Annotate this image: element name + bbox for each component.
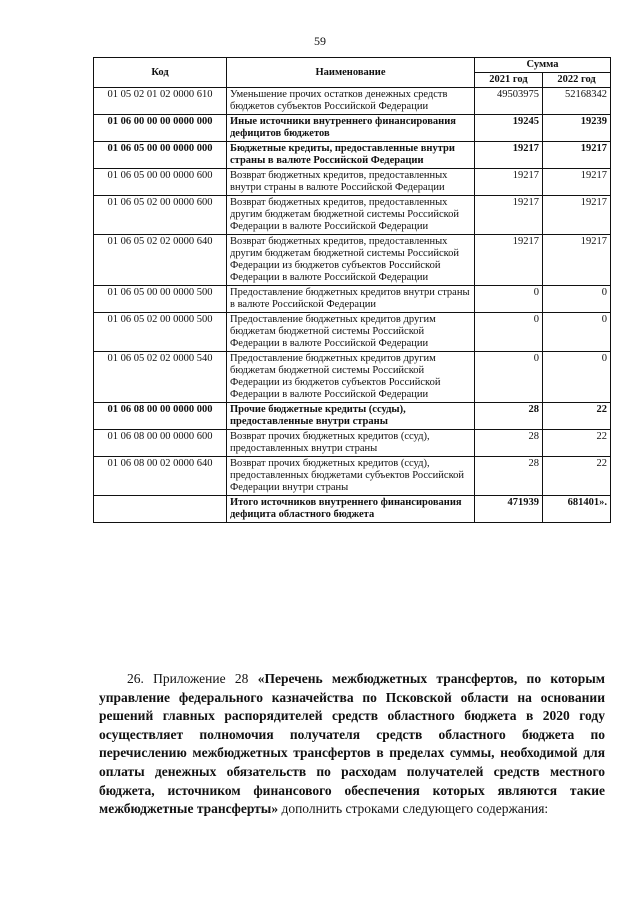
row-sum-2022: 22 [543,403,611,430]
table-row [94,352,611,403]
table-row [94,142,611,169]
row-sum-2022: 19217 [543,196,611,235]
row-sum-2022: 22 [543,457,611,496]
row-name: Иные источники внутреннего финансирования дефицитов бюджетов [227,115,475,142]
table-row [94,196,611,235]
header-name: Наименование [227,58,475,88]
paragraph-prefix: 26. Приложение 28 [127,671,258,686]
row-code [94,496,227,523]
paragraph-title-bold: «Перечень межбюджетных трансфертов, по которым управление федерального казначейства по Псковской области на основании решений главных распорядителей средств областного бюджета в 2020 году осуществляет полномочия получателя средств областного бюджета по перечислению межбюджетных трансфертов в пределах суммы, необходимой для оплаты денежных обязательств по расходам получателей средств местного бюджета, источником финансового обеспечения которых являются такие межбюджетные трансферты» [99,671,605,817]
amendment-paragraph [99,670,605,819]
table-row [94,235,611,286]
row-code: 01 06 05 02 02 0000 540 [94,352,227,403]
row-sum-2022: 19217 [543,169,611,196]
header-year-2022: 2022 год [543,73,611,88]
row-code: 01 06 05 02 02 0000 640 [94,235,227,286]
table-row [94,496,611,523]
row-sum-2021: 19217 [475,169,543,196]
row-code: 01 06 00 00 00 0000 000 [94,115,227,142]
row-sum-2021: 0 [475,352,543,403]
row-name: Возврат бюджетных кредитов, предоставленных внутри страны в валюте Российской Федерации [227,169,475,196]
row-code: 01 05 02 01 02 0000 610 [94,88,227,115]
header-year-2021: 2021 год [475,73,543,88]
row-sum-2021: 471939 [475,496,543,523]
row-name: Уменьшение прочих остатков денежных средств бюджетов субъектов Российской Федерации [227,88,475,115]
header-code: Код [94,58,227,88]
table-row [94,313,611,352]
row-code: 01 06 05 00 00 0000 600 [94,169,227,196]
row-code: 01 06 05 00 00 0000 000 [94,142,227,169]
row-sum-2021: 0 [475,313,543,352]
table-row [94,88,611,115]
row-code: 01 06 05 02 00 0000 500 [94,313,227,352]
page-number: 59 [314,34,326,48]
row-sum-2021: 19245 [475,115,543,142]
row-name: Возврат прочих бюджетных кредитов (ссуд), предоставленных бюджетами субъектов Российской Федерации внутри страны [227,457,475,496]
row-code: 01 06 08 00 00 0000 600 [94,430,227,457]
row-sum-2022: 681401». [543,496,611,523]
row-sum-2022: 19239 [543,115,611,142]
row-name: Бюджетные кредиты, предоставленные внутри страны в валюте Российской Федерации [227,142,475,169]
table-row [94,457,611,496]
row-code: 01 06 05 02 00 0000 600 [94,196,227,235]
paragraph-suffix: дополнить строками следующего содержания: [278,801,549,817]
table-row [94,286,611,313]
header-sum: Сумма [475,58,611,73]
row-sum-2022: 0 [543,313,611,352]
budget-sources-table [93,57,611,523]
row-sum-2022: 19217 [543,142,611,169]
row-code: 01 06 05 00 00 0000 500 [94,286,227,313]
table-row [94,169,611,196]
row-code: 01 06 08 00 00 0000 000 [94,403,227,430]
row-sum-2022: 52168342 [543,88,611,115]
row-name: Возврат прочих бюджетных кредитов (ссуд), предоставленных внутри страны [227,430,475,457]
table-row [94,115,611,142]
row-sum-2021: 28 [475,457,543,496]
row-sum-2022: 0 [543,286,611,313]
row-sum-2021: 0 [475,286,543,313]
row-name: Предоставление бюджетных кредитов другим бюджетам бюджетной системы Российской Федерации из бюджетов субъектов Российской Федерации в валюте Российской Федерации [227,352,475,403]
row-sum-2021: 49503975 [475,88,543,115]
row-name: Итого источников внутреннего финансирования дефицита областного бюджета [227,496,475,523]
row-code: 01 06 08 00 02 0000 640 [94,457,227,496]
row-sum-2021: 19217 [475,235,543,286]
row-sum-2022: 0 [543,352,611,403]
row-name: Возврат бюджетных кредитов, предоставленных другим бюджетам бюджетной системы Российской Федерации из бюджетов субъектов Российской Федерации в валюте Российской Федерации [227,235,475,286]
row-name: Возврат бюджетных кредитов, предоставленных другим бюджетам бюджетной системы Российской Федерации в валюте Российской Федерации [227,196,475,235]
row-sum-2021: 19217 [475,196,543,235]
row-sum-2022: 19217 [543,235,611,286]
row-name: Прочие бюджетные кредиты (ссуды), предоставленные внутри страны [227,403,475,430]
row-name: Предоставление бюджетных кредитов внутри страны в валюте Российской Федерации [227,286,475,313]
row-sum-2021: 28 [475,430,543,457]
table-row [94,430,611,457]
row-sum-2021: 28 [475,403,543,430]
row-sum-2021: 19217 [475,142,543,169]
table-row [94,403,611,430]
row-name: Предоставление бюджетных кредитов другим бюджетам бюджетной системы Российской Федерации в валюте Российской Федерации [227,313,475,352]
row-sum-2022: 22 [543,430,611,457]
